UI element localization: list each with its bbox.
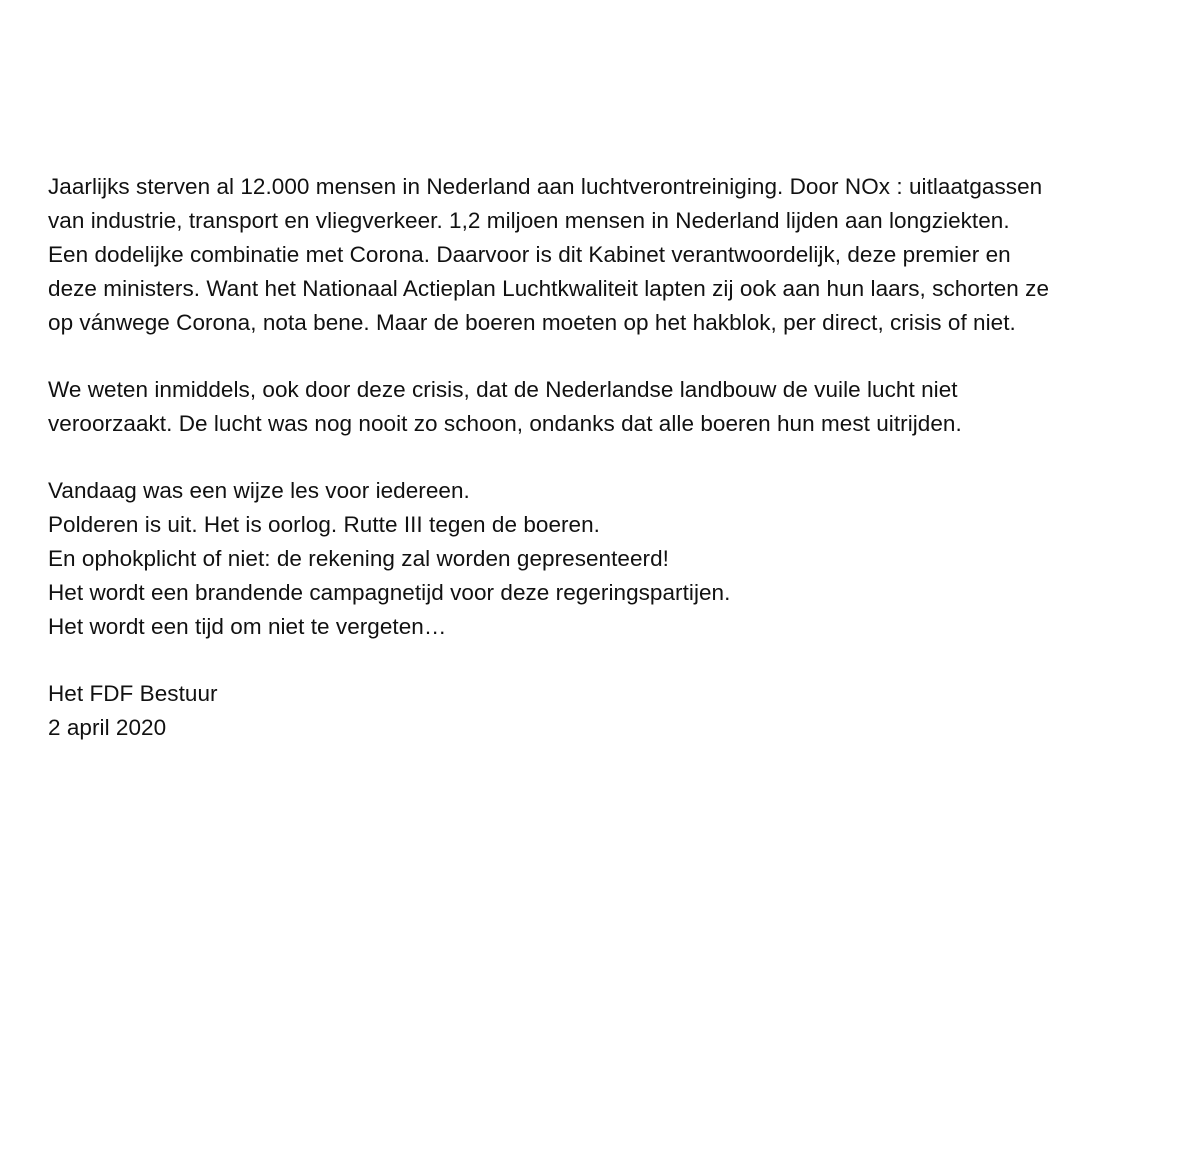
- text-line: van industrie, transport en vliegverkeer. 1,2 miljoen mensen in Nederland lijden aan longziekten.: [48, 208, 1010, 233]
- paragraph-statement: [48, 474, 1178, 644]
- text-line: We weten inmiddels, ook door deze crisis, dat de Nederlandse landbouw de vuile lucht niet: [48, 377, 958, 402]
- text-line: Het wordt een brandende campagnetijd voor deze regeringspartijen.: [48, 580, 731, 605]
- text-line: op vánwege Corona, nota bene. Maar de boeren moeten op het hakblok, per direct, crisis of niet.: [48, 310, 1016, 335]
- text-line: Vandaag was een wijze les voor iedereen.: [48, 478, 470, 503]
- text-line: veroorzaakt. De lucht was nog nooit zo schoon, ondanks dat alle boeren hun mest uitrijden.: [48, 411, 962, 436]
- text-line: deze ministers. Want het Nationaal Actieplan Luchtkwaliteit lapten zij ook aan hun laars, schorten ze: [48, 276, 1050, 301]
- paragraph-air-pollution: [48, 170, 1178, 340]
- text-line: En ophokplicht of niet: de rekening zal worden gepresenteerd!: [48, 546, 669, 571]
- text-line: Een dodelijke combinatie met Corona. Daarvoor is dit Kabinet verantwoordelijk, deze premier en: [48, 242, 1011, 267]
- paragraph-agriculture: [48, 373, 1178, 441]
- text-line: Polderen is uit. Het is oorlog. Rutte III tegen de boeren.: [48, 512, 600, 537]
- signature-author: Het FDF Bestuur: [48, 681, 218, 706]
- signature-date: 2 april 2020: [48, 715, 167, 740]
- text-line: Het wordt een tijd om niet te vergeten…: [48, 614, 447, 639]
- text-line: Jaarlijks sterven al 12.000 mensen in Nederland aan luchtverontreiniging. Door NOx : uitlaatgassen: [48, 174, 1043, 199]
- signature-block: [48, 677, 1178, 745]
- document-body: [48, 170, 1178, 745]
